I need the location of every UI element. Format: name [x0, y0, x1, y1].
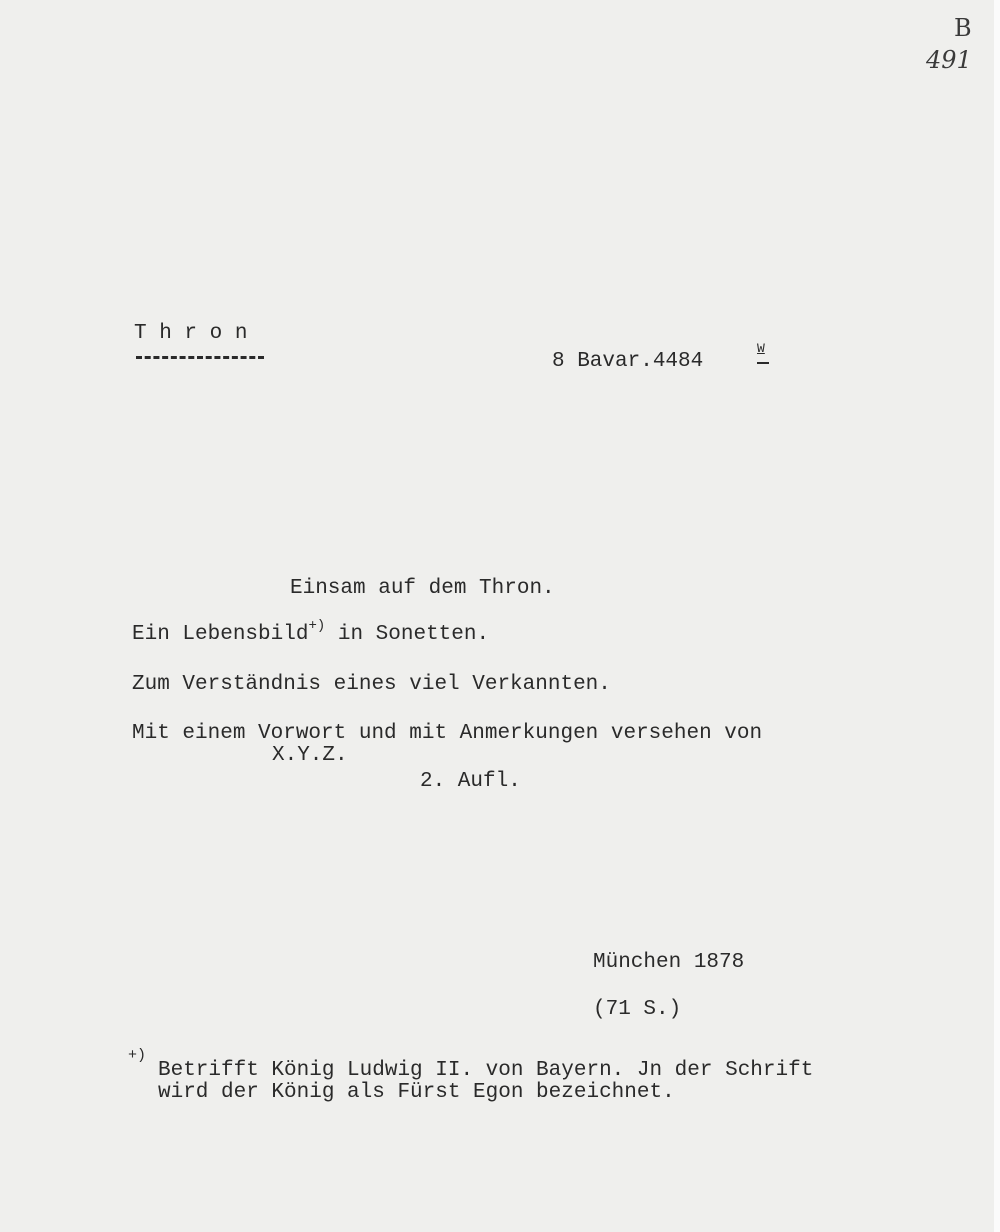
heading-underline [136, 356, 264, 359]
title-line: Einsam auf dem Thron. [290, 577, 555, 600]
corner-annotation-number: 491 [926, 46, 972, 74]
footnote-line-1: Betrifft König Ludwig II. von Bayern. Jn der Schrift [158, 1059, 814, 1082]
footnote-line-2: wird der König als Fürst Egon bezeichnet. [158, 1081, 675, 1104]
description-line: Zum Verständnis eines viel Verkannten. [132, 673, 611, 696]
editor-line: Mit einem Vorwort und mit Anmerkungen versehen von [132, 722, 763, 745]
shelfmark-suffix: W [757, 341, 765, 356]
shelfmark: 8 Bavar.4484 [552, 350, 704, 373]
footnote-reference: +) [308, 618, 326, 634]
collation: (71 S.) [593, 998, 682, 1021]
subtitle-text-end: in Sonetten. [325, 623, 490, 646]
footnote-mark: +) [128, 1047, 147, 1064]
card-edge [994, 0, 1000, 1232]
subtitle-line [132, 618, 490, 648]
card-heading: T h r o n [134, 322, 248, 345]
imprint-place-year: München 1878 [593, 951, 745, 974]
corner-annotation-top: B [954, 14, 972, 42]
editor-initials: X.Y.Z. [272, 744, 348, 767]
edition: 2. Aufl. [420, 770, 521, 793]
shelfmark-suffix-rule [757, 362, 769, 364]
subtitle-text-start: Ein Lebensbild [132, 623, 309, 646]
